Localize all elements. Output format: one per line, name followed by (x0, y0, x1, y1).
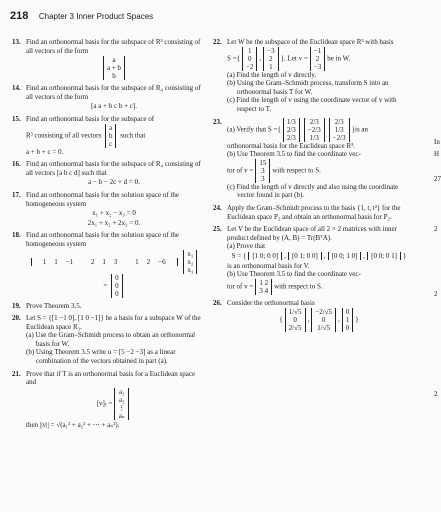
part-c: (c) Find the length of v directly and also using the coordinate vector found in part (b). (227, 182, 399, 200)
adjacent-page-fragment: H (434, 150, 440, 158)
norm-formula: then ||v|| = √(a₁² + a₂² + ⋯ + aₙ²). (26, 420, 120, 429)
exercise-26: 26. Consider the orthonormal basis { 1/√5 0 2/√5 , −2/√5 0 1/√5 , 0 1 0 } (213, 298, 359, 333)
exercise-text: Let V be the Euclidean space of all 2 × 2 matrices with inner product defined by (A, B) = Tr(BᵀA). (227, 225, 397, 242)
row-vector: [a a + b c b + c]. (91, 102, 137, 111)
exercise-number: 26. (213, 298, 222, 307)
exercise-text: Find an orthonormal basis for the subspace of R₄ consisting of all vectors of the form (26, 84, 201, 101)
exercise-18: 18. Find an orthonormal basis for the solution space of the homogeneous system 1 1 −1 2 1 3 1 2 −6 x₁ x₂ x₃ = 0 0 0 (12, 231, 202, 297)
exercise-17 (12, 191, 202, 227)
exercise-number: 13. (12, 38, 21, 46)
exercise-text: Prove that if T is an orthonormal basis for a Euclidean space and (26, 369, 196, 387)
unknown-vector: x₁ x₂ x₃ (183, 250, 197, 274)
exercise-14 (12, 84, 202, 111)
adjacent-page-fragment: 27 (434, 175, 441, 183)
exercise-text: Prove Theorem 3.5. (26, 301, 82, 310)
exercise-text: Apply the Gram–Schmidt process to the basis {1, t, t²} for the Euclidean space P₂ and obtain an orthonormal basis for P₂. (227, 203, 401, 221)
exercise-number: 19. (12, 301, 21, 310)
adjacent-page-fragment: 2 (434, 225, 438, 233)
exercise-text: Find an orthonormal basis for the solution space of the homogeneous system (26, 231, 179, 248)
exercise-13 (12, 38, 202, 80)
constraint-equation: a − b − 2c + d = 0. (88, 178, 140, 187)
exercise-number: 16. (12, 160, 21, 169)
exercise-text: Find an orthonormal basis for the subspace of R³ consisting of all vectors of the form (26, 38, 201, 55)
exercise-text: Let S = {[1 −1 0], [1 0 −1]} be a basis for a subspace W of the Euclidean space R₃. (26, 314, 201, 331)
part-a: (a) Find the length of v directly. (227, 70, 317, 79)
exercise-text: Find an orthonormal basis for the subspace of R₄ consisting of all vectors [a b c d] such that (26, 160, 201, 177)
exercise-16 (12, 160, 202, 187)
exercise-number: 22. (213, 38, 222, 46)
exercise-25: 25. Let V be the Euclidean space of all 2 × 2 matrices with inner product defined by (A, B) = Tr(BᵀA). (a) Prove that S = { [1 0; 0 0] , [0 1; 0 0] , [0 0; 1 0] , [0 0; 0 1] } is an orthonormal basis for V. (b) Use Theorem 3.5 to find the coordinate vec- tor of v = 1 2 3 4 with respect to S. (213, 225, 407, 295)
part-b: (b) Using the Gram–Schmidt process, transform S into an orthonormal basis T for W. (227, 79, 389, 96)
exercise-number: 18. (12, 231, 21, 240)
exercise-number: 24. (213, 203, 222, 212)
page-header (10, 10, 153, 22)
coordinate-vector: a₁ a₂ ⋮ aₙ (114, 388, 129, 420)
exercise-22: 22. Let W be the subspace of the Euclidean space R³ with basis S ={ 1 0 −2 , −3 2 1 }. Let v = −1 2 −3 be in W. (a) Find the length of v directly. (b) Using the Gram–Schmidt process, transform S into an orthonormal basis T for W. (c) Find the length of v using the coordinate vector of v with respect to T. (213, 38, 411, 114)
constraint-equation: a + b + c = 0. (26, 147, 64, 156)
exercise-number: 17. (12, 190, 21, 199)
adjacent-page-fragment: 2 (434, 390, 438, 398)
column-vector: a b c (105, 124, 117, 148)
exercise-21: 21. Prove that if T is an orthonormal basis for a Euclidean space and [v]ₜ = a₁ a₂ ⋮ aₙ then ||v|| = √(a₁² + a₂² + ⋯ + aₙ²). (12, 370, 202, 430)
exercise-15: 15. Find an orthonormal basis for the subspace of R³ consisting of all vectors a b c such that a + b + c = 0. (12, 115, 202, 156)
part-b: (b) Use Theorem 3.5 to find the coordinate vec- (227, 150, 361, 159)
column-vector: a a + b b (103, 56, 125, 80)
coefficient-matrix: 1 1 −1 2 1 3 1 2 −6 (31, 258, 178, 266)
system-equation-2: 2x₁ + x₂ + 2x₃ = 0. (87, 218, 141, 227)
system-equation-1: x₁ + x₂ − x₃ = 0 (92, 209, 136, 218)
left-column (12, 38, 202, 433)
exercise-text: Let W be the subspace of the Euclidean space R³ with basis (227, 38, 394, 46)
part-c: (c) Find the length of v using the coordinate vector of v with respect to T. (227, 96, 397, 113)
adjacent-page-fragment: 2 (434, 290, 438, 298)
exercise-23: 23. (a) Verify that S ={ 1/3 2/3 2/3 2/3 −2/3 1/3 2/3 1/3 −2/3 }is an orthonormal basis for the Euclidean space R³. (b) Use Theorem 3.5 to find the coordinate vec- tor of v = 15 3 3 with respect to S. (c) Find the length of v directly and also using the coordinate vector found in part (b). (213, 118, 411, 200)
part-a: (a) Use the Gram–Schmidt process to obtain an orthonormal basis for W. (26, 331, 196, 348)
exercise-19 (12, 302, 202, 311)
zero-vector: 0 0 0 (111, 274, 123, 298)
part-b: (b) Using Theorem 3.5 write u = [5 −2 −3] as a linear combination of the vectors obtained in part (a). (26, 348, 176, 366)
exercise-number: 21. (12, 369, 21, 378)
exercise-number: 14. (12, 84, 21, 93)
exercise-text: Find an orthonormal basis for the solution space of the homogeneous system (26, 190, 179, 208)
chapter-title: Chapter 3 Inner Product Spaces (38, 12, 154, 21)
exercise-number: 15. (12, 114, 21, 123)
exercise-text: Consider the orthonormal basis (227, 298, 315, 307)
exercise-text: Find an orthonormal basis for the subspace of (26, 114, 155, 123)
page-number: 218 (10, 10, 29, 22)
exercise-number: 20. (12, 314, 21, 323)
adjacent-page-fragment: In (434, 138, 440, 146)
exercise-24 (213, 204, 411, 221)
exercise-number: 23. (213, 117, 222, 126)
exercise-20 (12, 314, 202, 366)
exercise-number: 25. (213, 225, 222, 234)
right-column (213, 38, 411, 336)
